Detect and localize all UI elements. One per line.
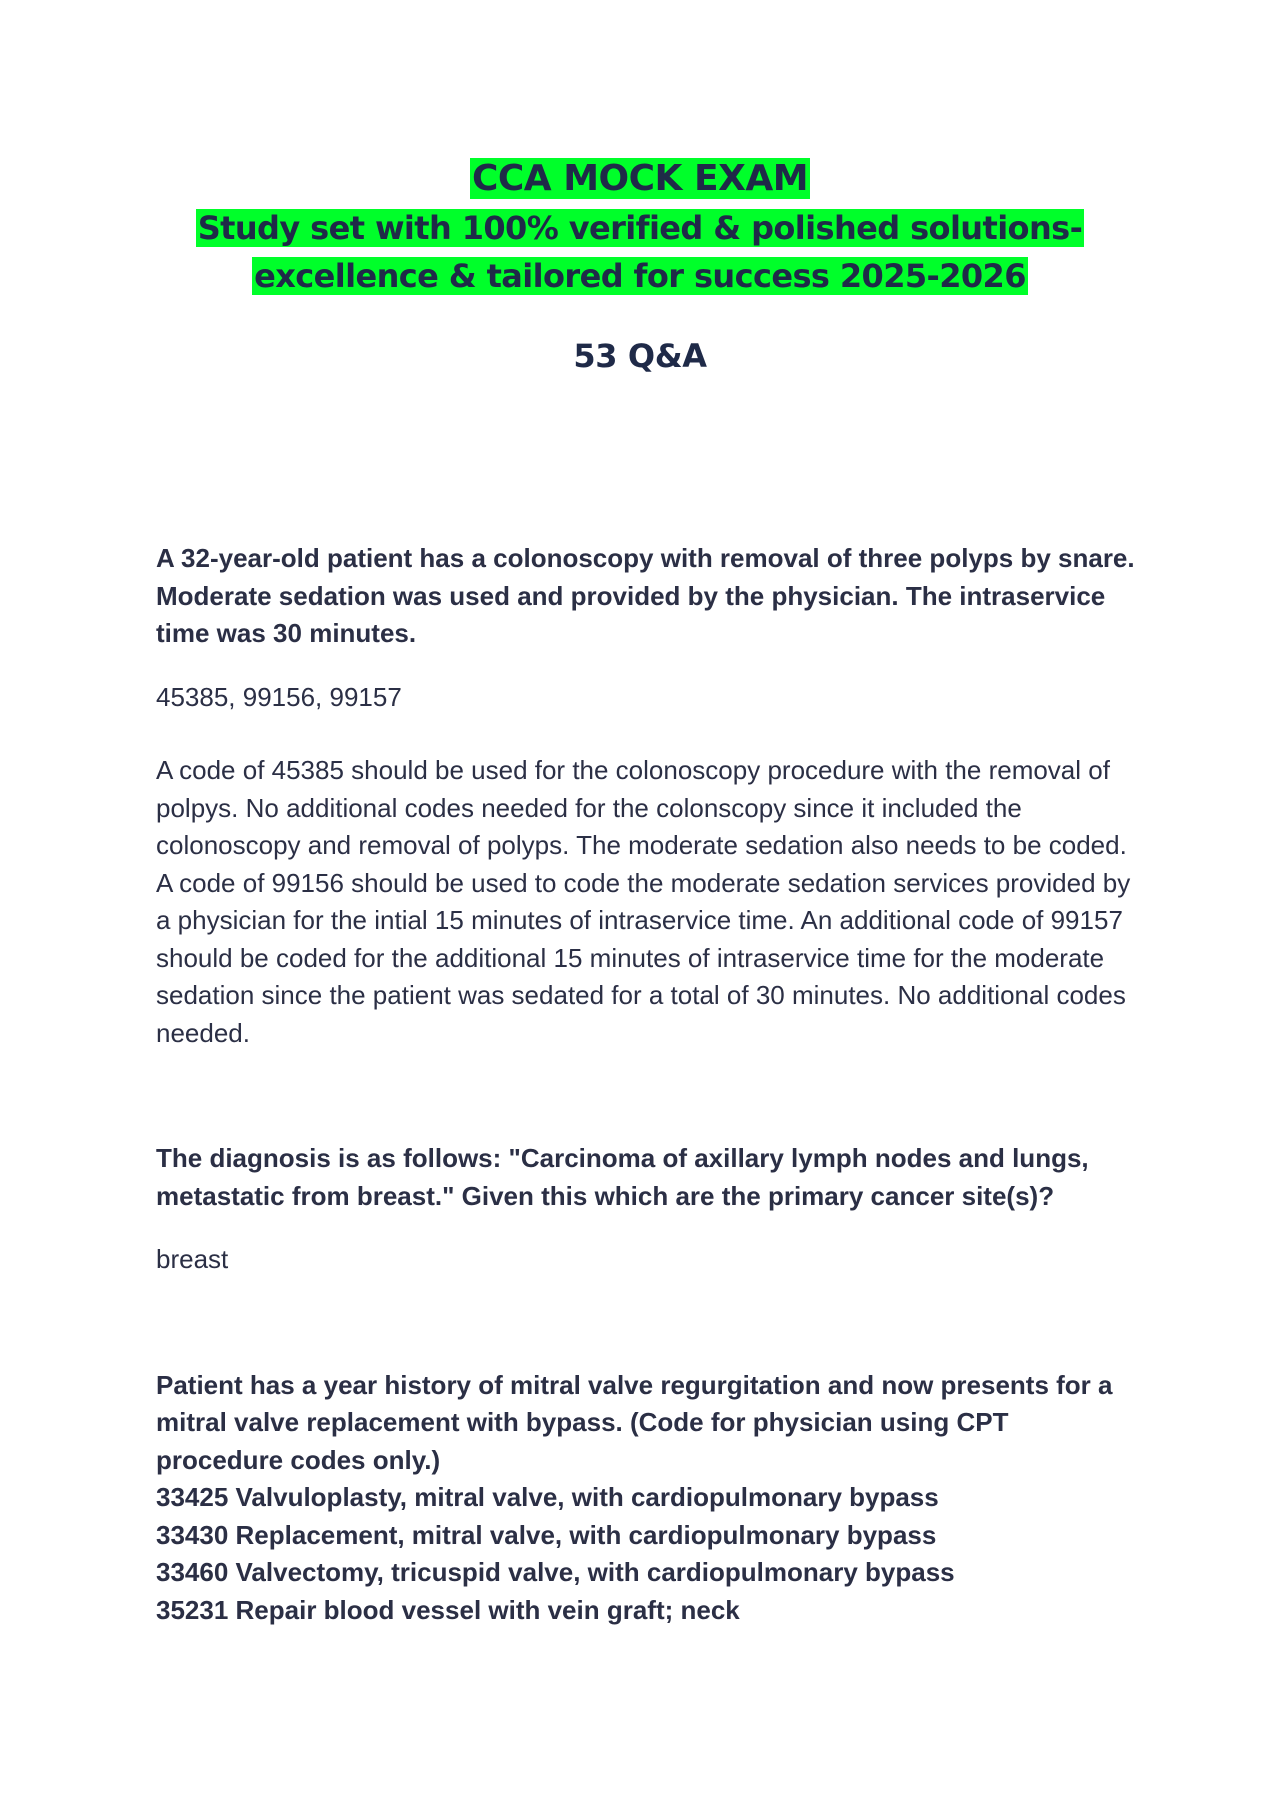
qa-item-3 bbox=[156, 1367, 1136, 1630]
question-count: 53 Q&A bbox=[573, 337, 707, 375]
qa-content bbox=[156, 540, 1136, 1629]
answer-text: 45385, 99156, 99157 bbox=[156, 681, 402, 712]
answer-text: breast bbox=[156, 1244, 229, 1274]
document-subtitle bbox=[0, 204, 1280, 300]
option-item: 33425 Valvuloplasty, mitral valve, with cardiopulmonary bypass bbox=[156, 1482, 939, 1512]
option-item: 33430 Replacement, mitral valve, with cardiopulmonary bypass bbox=[156, 1519, 937, 1550]
qa-item-1 bbox=[156, 540, 1136, 1052]
title-highlight: CCA MOCK EXAM bbox=[471, 158, 809, 199]
question-text: A 32-year-old patient has a colonoscopy with removal of three polyps by snare. Moderate sedation was used and provided by the physician. The intraservice time was 30 minutes. bbox=[156, 543, 1135, 648]
document-title bbox=[0, 154, 1280, 204]
subtitle-line-2: excellence & tailored for success 2025-2026 bbox=[254, 257, 1026, 295]
document-header bbox=[0, 154, 1280, 378]
question-text: The diagnosis is as follows: "Carcinoma of axillary lymph nodes and lungs, metastatic from breast." Given this which are the primary cancer site(s)? bbox=[156, 1143, 1089, 1211]
qa-item-2 bbox=[156, 1140, 1136, 1279]
option-item: 35231 Repair blood vessel with vein graft; neck bbox=[156, 1594, 740, 1625]
option-item: 33460 Valvectomy, tricuspid valve, with cardiopulmonary bypass bbox=[156, 1557, 955, 1587]
explanation-text: A code of 45385 should be used for the colonoscopy procedure with the removal of polpys. No additional codes needed for the colonscopy since it included the colonoscopy and removal of polyps. The moderate sedation also needs to be coded. A code of 99156 should be used to code the moderate sedation services provided by a physician for the intial 15 minutes of intraservice time. An additional code of 99157 should be coded for the additional 15 minutes of intraservice time for the moderate sedation since the patient was sedated for a total of 30 minutes. No additional codes needed. bbox=[156, 755, 1131, 1048]
subtitle-line-1: Study set with 100% verified & polished solutions- bbox=[197, 209, 1083, 247]
question-text: Patient has a year history of mitral valve regurgitation and now presents for a mitral valve replacement with bypass. (Code for physician using CPT procedure codes only.) bbox=[156, 1369, 1113, 1475]
